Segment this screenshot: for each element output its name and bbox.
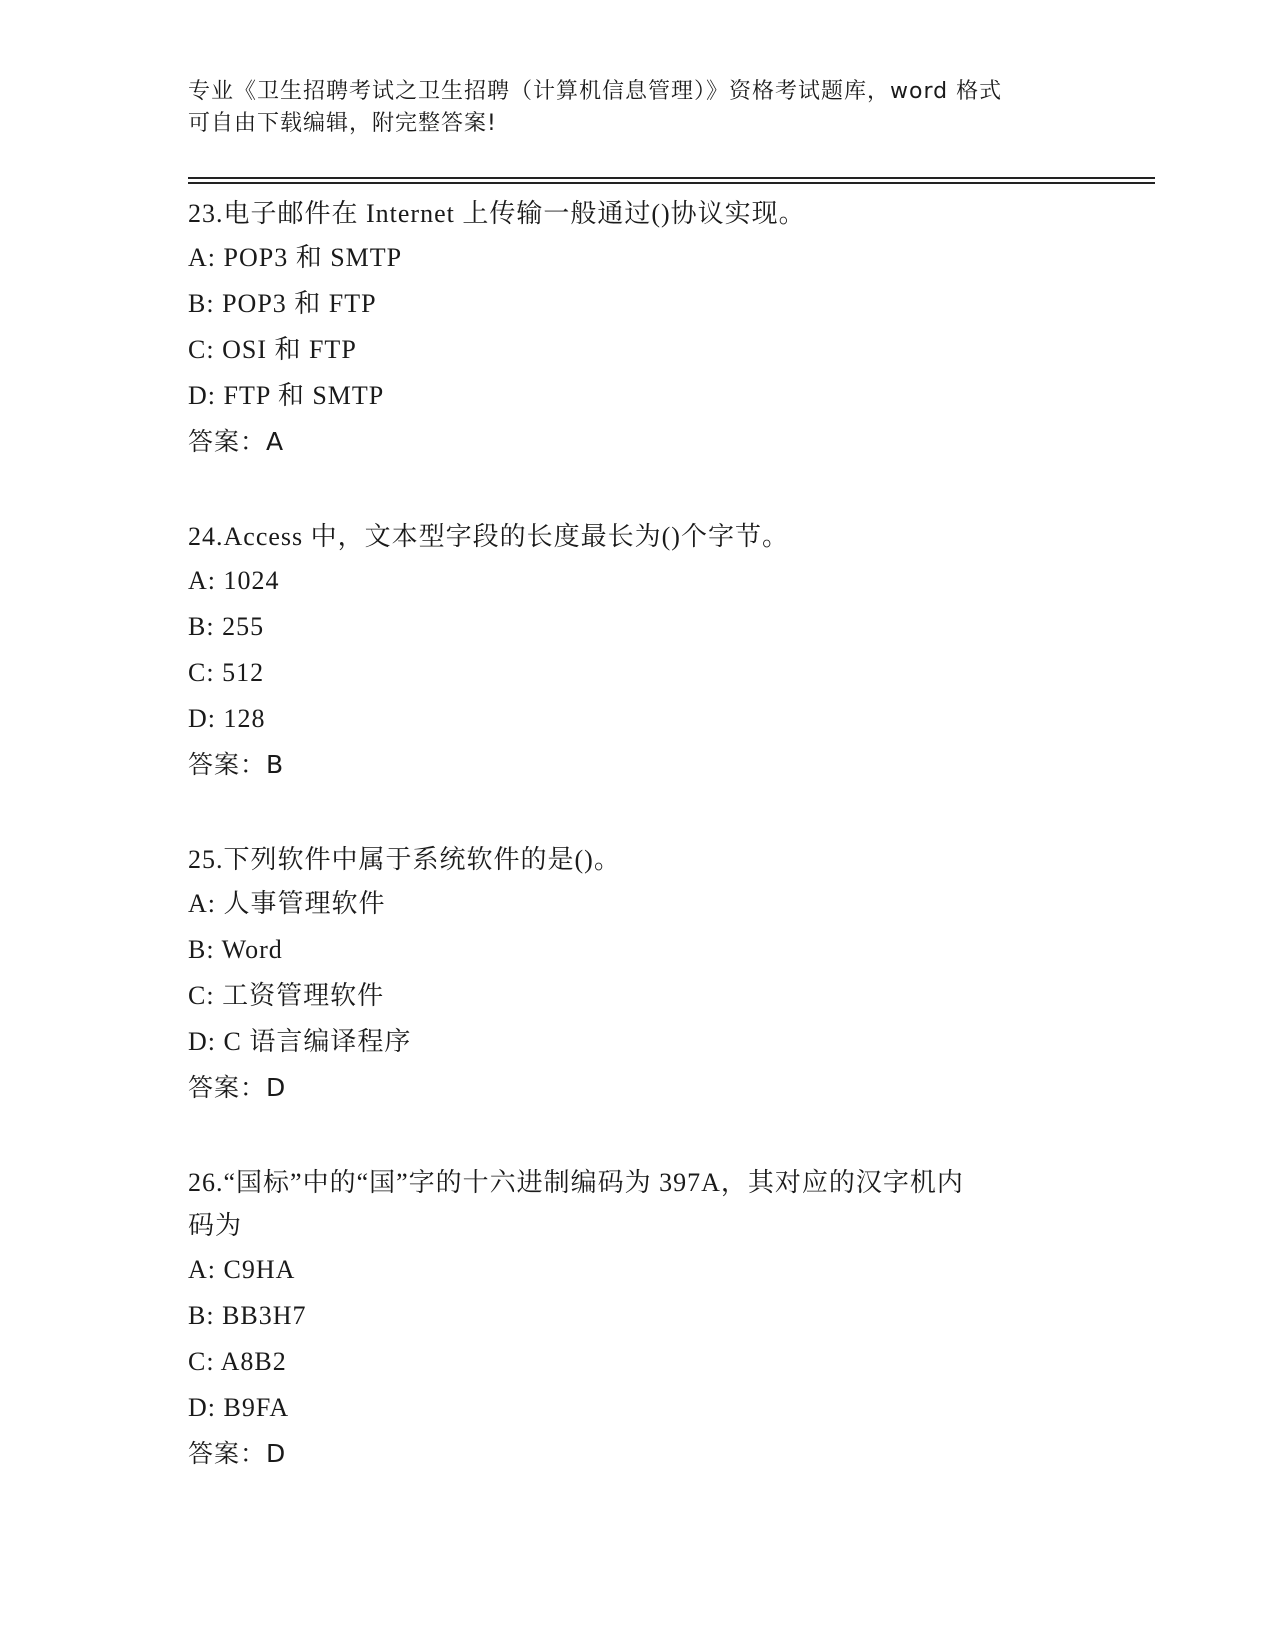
option-text: C9HA (223, 1255, 296, 1284)
option-a (188, 881, 1088, 927)
question-26 (188, 1161, 1088, 1477)
question-24 (188, 515, 1088, 788)
option-b (188, 604, 1088, 650)
question-stem-line-2: 码为 (188, 1211, 243, 1240)
option-text: 工资管理软件 (222, 981, 385, 1010)
option-text: BB3H7 (222, 1301, 307, 1330)
question-stem: 24.Access 中，文本型字段的长度最长为()个字节。 (188, 522, 789, 551)
option-label: A: (188, 243, 216, 272)
option-a (188, 558, 1088, 604)
option-label: D: (188, 704, 216, 733)
option-text: B9FA (223, 1393, 290, 1422)
option-text: 128 (223, 704, 266, 733)
option-label: B: (188, 612, 215, 641)
option-text: Word (221, 935, 283, 964)
question-stem: 23.电子邮件在 Internet 上传输一般通过()协议实现。 (188, 199, 806, 228)
option-a (188, 1247, 1088, 1293)
option-label: A: (188, 566, 216, 595)
option-text: 人事管理软件 (223, 889, 386, 918)
question-stem-line-1: 26.“国标”中的“国”字的十六进制编码为 397A，其对应的汉字机内 (188, 1168, 964, 1197)
option-text: POP3 和 FTP (222, 289, 377, 318)
header-divider-top (188, 177, 1155, 179)
option-label: C: (188, 981, 215, 1010)
option-label: D: (188, 1393, 216, 1422)
answer: 答案：D (188, 1439, 287, 1468)
option-b (188, 281, 1088, 327)
option-b (188, 1293, 1088, 1339)
option-d (188, 1019, 1088, 1065)
question-23 (188, 192, 1088, 465)
option-c (188, 650, 1088, 696)
option-label: B: (188, 289, 215, 318)
option-text: POP3 和 SMTP (223, 243, 403, 272)
option-c (188, 327, 1088, 373)
option-text: FTP 和 SMTP (223, 381, 385, 410)
option-text: 512 (222, 658, 265, 687)
option-text: 1024 (223, 566, 280, 595)
question-stem: 25.下列软件中属于系统软件的是()。 (188, 845, 621, 874)
option-a (188, 235, 1088, 281)
question-list (188, 192, 1088, 1527)
option-b (188, 927, 1088, 973)
answer: 答案：D (188, 1073, 287, 1102)
header-divider-bottom (188, 182, 1155, 184)
option-c (188, 973, 1088, 1019)
answer: 答案：B (188, 750, 285, 779)
option-label: D: (188, 1027, 216, 1056)
header-line-1: 专业《卫生招聘考试之卫生招聘（计算机信息管理）》资格考试题库，word 格式 (188, 79, 1003, 104)
option-text: OSI 和 FTP (222, 335, 357, 364)
option-label: C: (188, 658, 215, 687)
option-label: A: (188, 889, 216, 918)
option-label: B: (188, 935, 215, 964)
option-text: 255 (222, 612, 265, 641)
option-d (188, 1385, 1088, 1431)
header-line-2: 可自由下载编辑，附完整答案! (188, 111, 497, 136)
answer: 答案：A (188, 427, 285, 456)
option-label: D: (188, 381, 216, 410)
option-label: C: (188, 335, 215, 364)
option-d (188, 696, 1088, 742)
option-d (188, 373, 1088, 419)
option-label: A: (188, 1255, 216, 1284)
option-text: A8B2 (220, 1347, 287, 1376)
document-header (188, 76, 1088, 140)
option-label: B: (188, 1301, 215, 1330)
option-text: C 语言编译程序 (223, 1027, 412, 1056)
option-label: C: (188, 1347, 215, 1376)
option-c (188, 1339, 1088, 1385)
question-25 (188, 838, 1088, 1111)
